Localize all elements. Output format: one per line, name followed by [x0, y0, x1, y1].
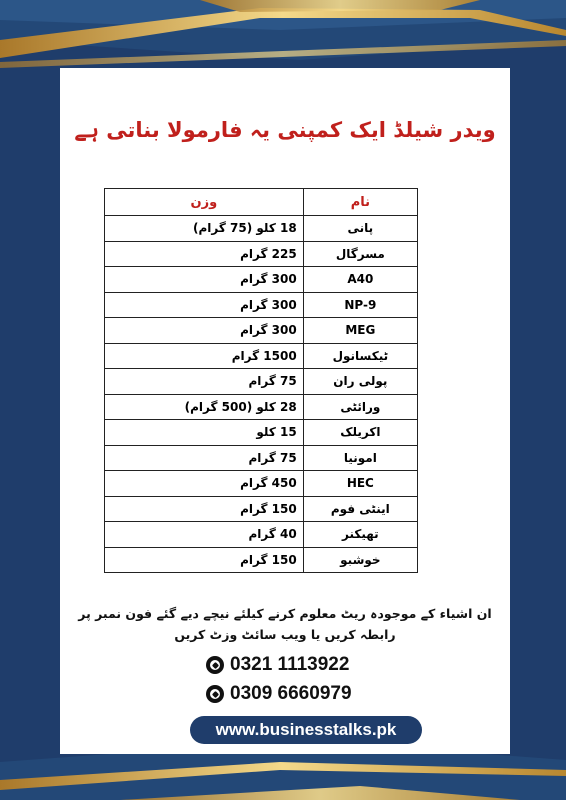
table-row	[105, 267, 418, 293]
weight-cell: 18 کلو (75 گرام)	[105, 216, 304, 242]
table-row	[105, 547, 418, 573]
name-cell: تھیکنر	[303, 522, 417, 548]
table-row	[105, 420, 418, 446]
phone-number-2[interactable]	[206, 683, 352, 705]
name-cell: پانی	[303, 216, 417, 242]
weight-cell: 225 گرام	[105, 241, 304, 267]
name-cell: خوشبو	[303, 547, 417, 573]
weight-header: وزن	[105, 189, 304, 216]
contact-note-line1: ان اشیاء کے موجودہ ریٹ معلوم کرنے کیلئے نیچے دیے گئے فون نمبر پر	[78, 606, 492, 621]
name-cell: NP-9	[303, 292, 417, 318]
name-cell: MEG	[303, 318, 417, 344]
weight-cell: 150 گرام	[105, 496, 304, 522]
table-row	[105, 292, 418, 318]
table-row	[105, 216, 418, 242]
table-row	[105, 369, 418, 395]
name-cell: HEC	[303, 471, 417, 497]
weight-cell: 75 گرام	[105, 445, 304, 471]
phone-number-2-text: 0309 6660979	[230, 683, 352, 704]
table-row	[105, 343, 418, 369]
weight-cell: 40 گرام	[105, 522, 304, 548]
whatsapp-icon	[206, 656, 224, 674]
table-row	[105, 394, 418, 420]
name-cell: امونیا	[303, 445, 417, 471]
ingredients-table	[104, 188, 418, 573]
name-cell: اکریلک	[303, 420, 417, 446]
weight-cell: 300 گرام	[105, 292, 304, 318]
table-row	[105, 318, 418, 344]
weight-cell: 450 گرام	[105, 471, 304, 497]
name-header: نام	[303, 189, 417, 216]
weight-cell: 15 کلو	[105, 420, 304, 446]
table-row	[105, 241, 418, 267]
name-cell: پولی ران	[303, 369, 417, 395]
weight-cell: 28 کلو (500 گرام)	[105, 394, 304, 420]
name-cell: ٹیکسانول	[303, 343, 417, 369]
contact-note	[60, 603, 510, 645]
page-title: ویدر شیلڈ ایک کمپنی یہ فارمولا بناتی ہے	[74, 118, 496, 142]
weight-cell: 75 گرام	[105, 369, 304, 395]
weight-cell: 150 گرام	[105, 547, 304, 573]
phone-number-1-text: 0321 1113922	[230, 654, 350, 675]
table-row	[105, 496, 418, 522]
weight-cell: 300 گرام	[105, 267, 304, 293]
contact-note-line2: رابطہ کریں یا ویب سائٹ وزٹ کریں	[174, 627, 396, 642]
whatsapp-icon	[206, 685, 224, 703]
table-row	[105, 522, 418, 548]
name-cell: اینٹی فوم	[303, 496, 417, 522]
weight-cell: 1500 گرام	[105, 343, 304, 369]
name-cell: مسرگال	[303, 241, 417, 267]
table-row	[105, 471, 418, 497]
name-cell: A40	[303, 267, 417, 293]
table-row	[105, 445, 418, 471]
website-link[interactable]: www.businesstalks.pk	[190, 716, 422, 744]
name-cell: ورائٹی	[303, 394, 417, 420]
table-header-row	[105, 189, 418, 216]
weight-cell: 300 گرام	[105, 318, 304, 344]
phone-number-1[interactable]	[206, 654, 349, 676]
